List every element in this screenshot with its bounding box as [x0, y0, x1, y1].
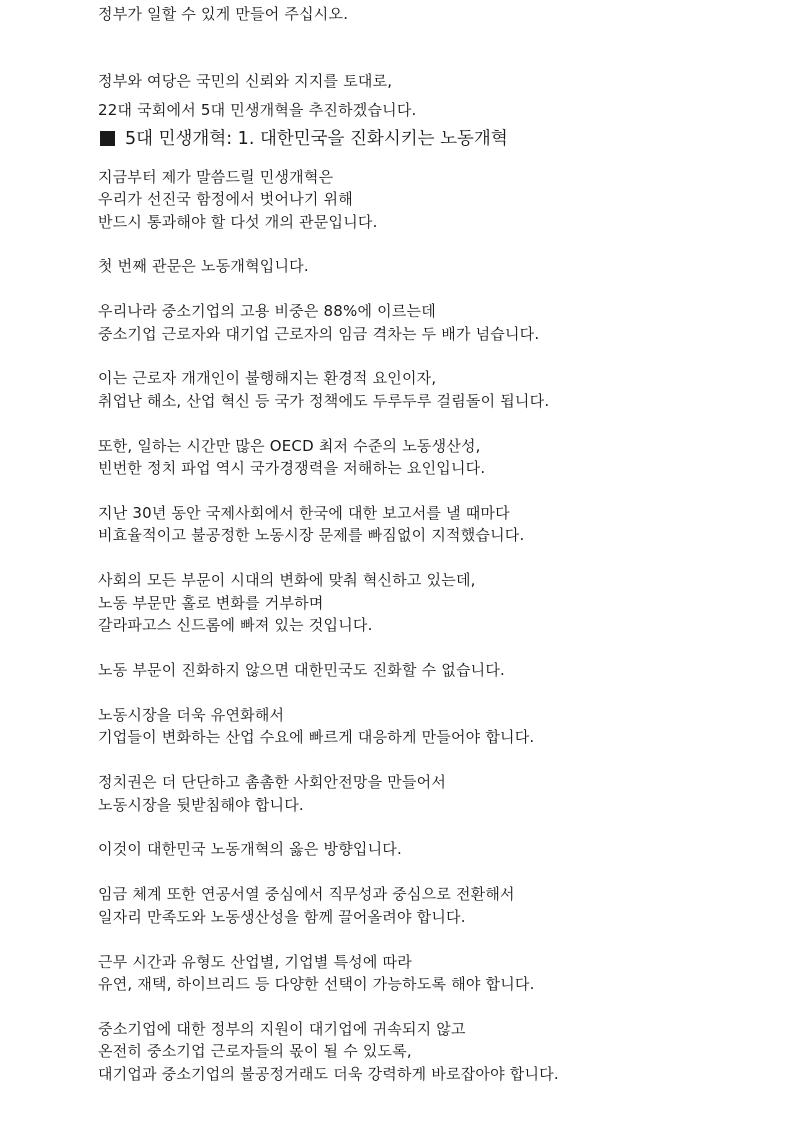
paragraph-line: 노동 부문만 홀로 변화를 거부하며 — [98, 593, 324, 612]
paragraph — [98, 1018, 758, 1086]
paragraph-line: 이는 근로자 개개인이 불행해지는 환경적 요인이자, — [98, 369, 437, 388]
paragraph-line: 지금부터 제가 말씀드릴 민생개혁은 — [98, 167, 334, 186]
paragraph — [98, 838, 758, 861]
paragraph — [98, 300, 758, 345]
paragraph — [98, 569, 758, 637]
body-paragraphs — [98, 166, 758, 1086]
paragraph — [98, 502, 758, 547]
intro-line: 정부와 여당은 국민의 신뢰와 지지를 토대로, — [98, 71, 393, 90]
paragraph-line: 이것이 대한민국 노동개혁의 옳은 방향입니다. — [98, 840, 402, 859]
paragraph-line: 우리가 선진국 함정에서 벗어나기 위해 — [98, 190, 353, 208]
heading-text: 5대 민생개혁: 1. 대한민국을 진화시키는 노동개혁 — [125, 128, 508, 149]
paragraph-line: 노동시장을 더욱 유연화해서 — [98, 705, 285, 724]
paragraph — [98, 166, 758, 234]
paragraph-line: 우리나라 중소기업의 고용 비중은 88%에 이르는데 — [98, 302, 436, 321]
document-page — [98, 0, 758, 1108]
paragraph-line: 반드시 통과해야 할 다섯 개의 관문입니다. — [98, 212, 378, 231]
section-heading — [98, 126, 758, 152]
paragraph-line: 지난 30년 동안 국제사회에서 한국에 대한 보고서를 낼 때마다 — [98, 503, 510, 522]
top-line: 정부가 일할 수 있게 만들어 주십시오. — [98, 5, 349, 23]
paragraph-line: 근무 시간과 유형도 산업별, 기업별 특성에 따라 — [98, 952, 412, 971]
paragraph-line: 온전히 중소기업 근로자들의 몫이 될 수 있도록, — [98, 1042, 412, 1061]
paragraph-line: 대기업과 중소기업의 불공정거래도 더욱 강력하게 바로잡아야 합니다. — [98, 1064, 559, 1083]
paragraph-line: 갈라파고스 신드롬에 빠져 있는 것입니다. — [98, 616, 373, 635]
paragraph — [98, 659, 758, 682]
paragraph-line: 노동 부문이 진화하지 않으면 대한민국도 진화할 수 없습니다. — [98, 661, 505, 680]
paragraph-line: 중소기업에 대한 정부의 지원이 대기업에 귀속되지 않고 — [98, 1019, 466, 1038]
paragraph-line: 취업난 해소, 산업 혁신 등 국가 정책에도 두루두루 걸림돌이 됩니다. — [98, 391, 550, 410]
paragraph — [98, 951, 758, 996]
paragraph — [98, 883, 758, 928]
paragraph-line: 노동시장을 뒷받침해야 합니다. — [98, 795, 304, 814]
paragraph-line: 또한, 일하는 시간만 많은 OECD 최저 수준의 노동생산성, — [98, 436, 481, 455]
paragraph-line: 사회의 모든 부문이 시대의 변화에 맞춰 혁신하고 있는데, — [98, 571, 476, 590]
paragraph-line: 일자리 만족도와 노동생산성을 함께 끌어올려야 합니다. — [98, 907, 466, 926]
paragraph — [98, 704, 758, 749]
paragraph-line: 비효율적이고 불공정한 노동시장 문제를 빠짐없이 지적했습니다. — [98, 526, 525, 545]
paragraph-line: 기업들이 변화하는 산업 수요에 빠르게 대응하게 만들어야 합니다. — [98, 728, 535, 747]
paragraph-line: 임금 체계 또한 연공서열 중심에서 직무성과 중심으로 전환해서 — [98, 885, 515, 904]
paragraph — [98, 255, 758, 278]
paragraph-line: 유연, 재택, 하이브리드 등 다양한 선택이 가능하도록 해야 합니다. — [98, 975, 535, 994]
paragraph-line: 첫 번째 관문은 노동개혁입니다. — [98, 257, 309, 276]
spacer — [98, 26, 758, 70]
intro-paragraph — [98, 70, 758, 122]
paragraph-line: 정치권은 더 단단하고 촘촘한 사회안전망을 만들어서 — [98, 773, 447, 792]
paragraph — [98, 771, 758, 816]
black-square-icon — [100, 131, 115, 146]
paragraph — [98, 367, 758, 412]
paragraph-line: 빈번한 정치 파업 역시 국가경쟁력을 저해하는 요인입니다. — [98, 459, 486, 478]
intro-line: 22대 국회에서 5대 민생개혁을 추진하겠습니다. — [98, 101, 417, 119]
paragraph-line: 중소기업 근로자와 대기업 근로자의 임금 격차는 두 배가 넘습니다. — [98, 324, 540, 343]
paragraph — [98, 435, 758, 480]
